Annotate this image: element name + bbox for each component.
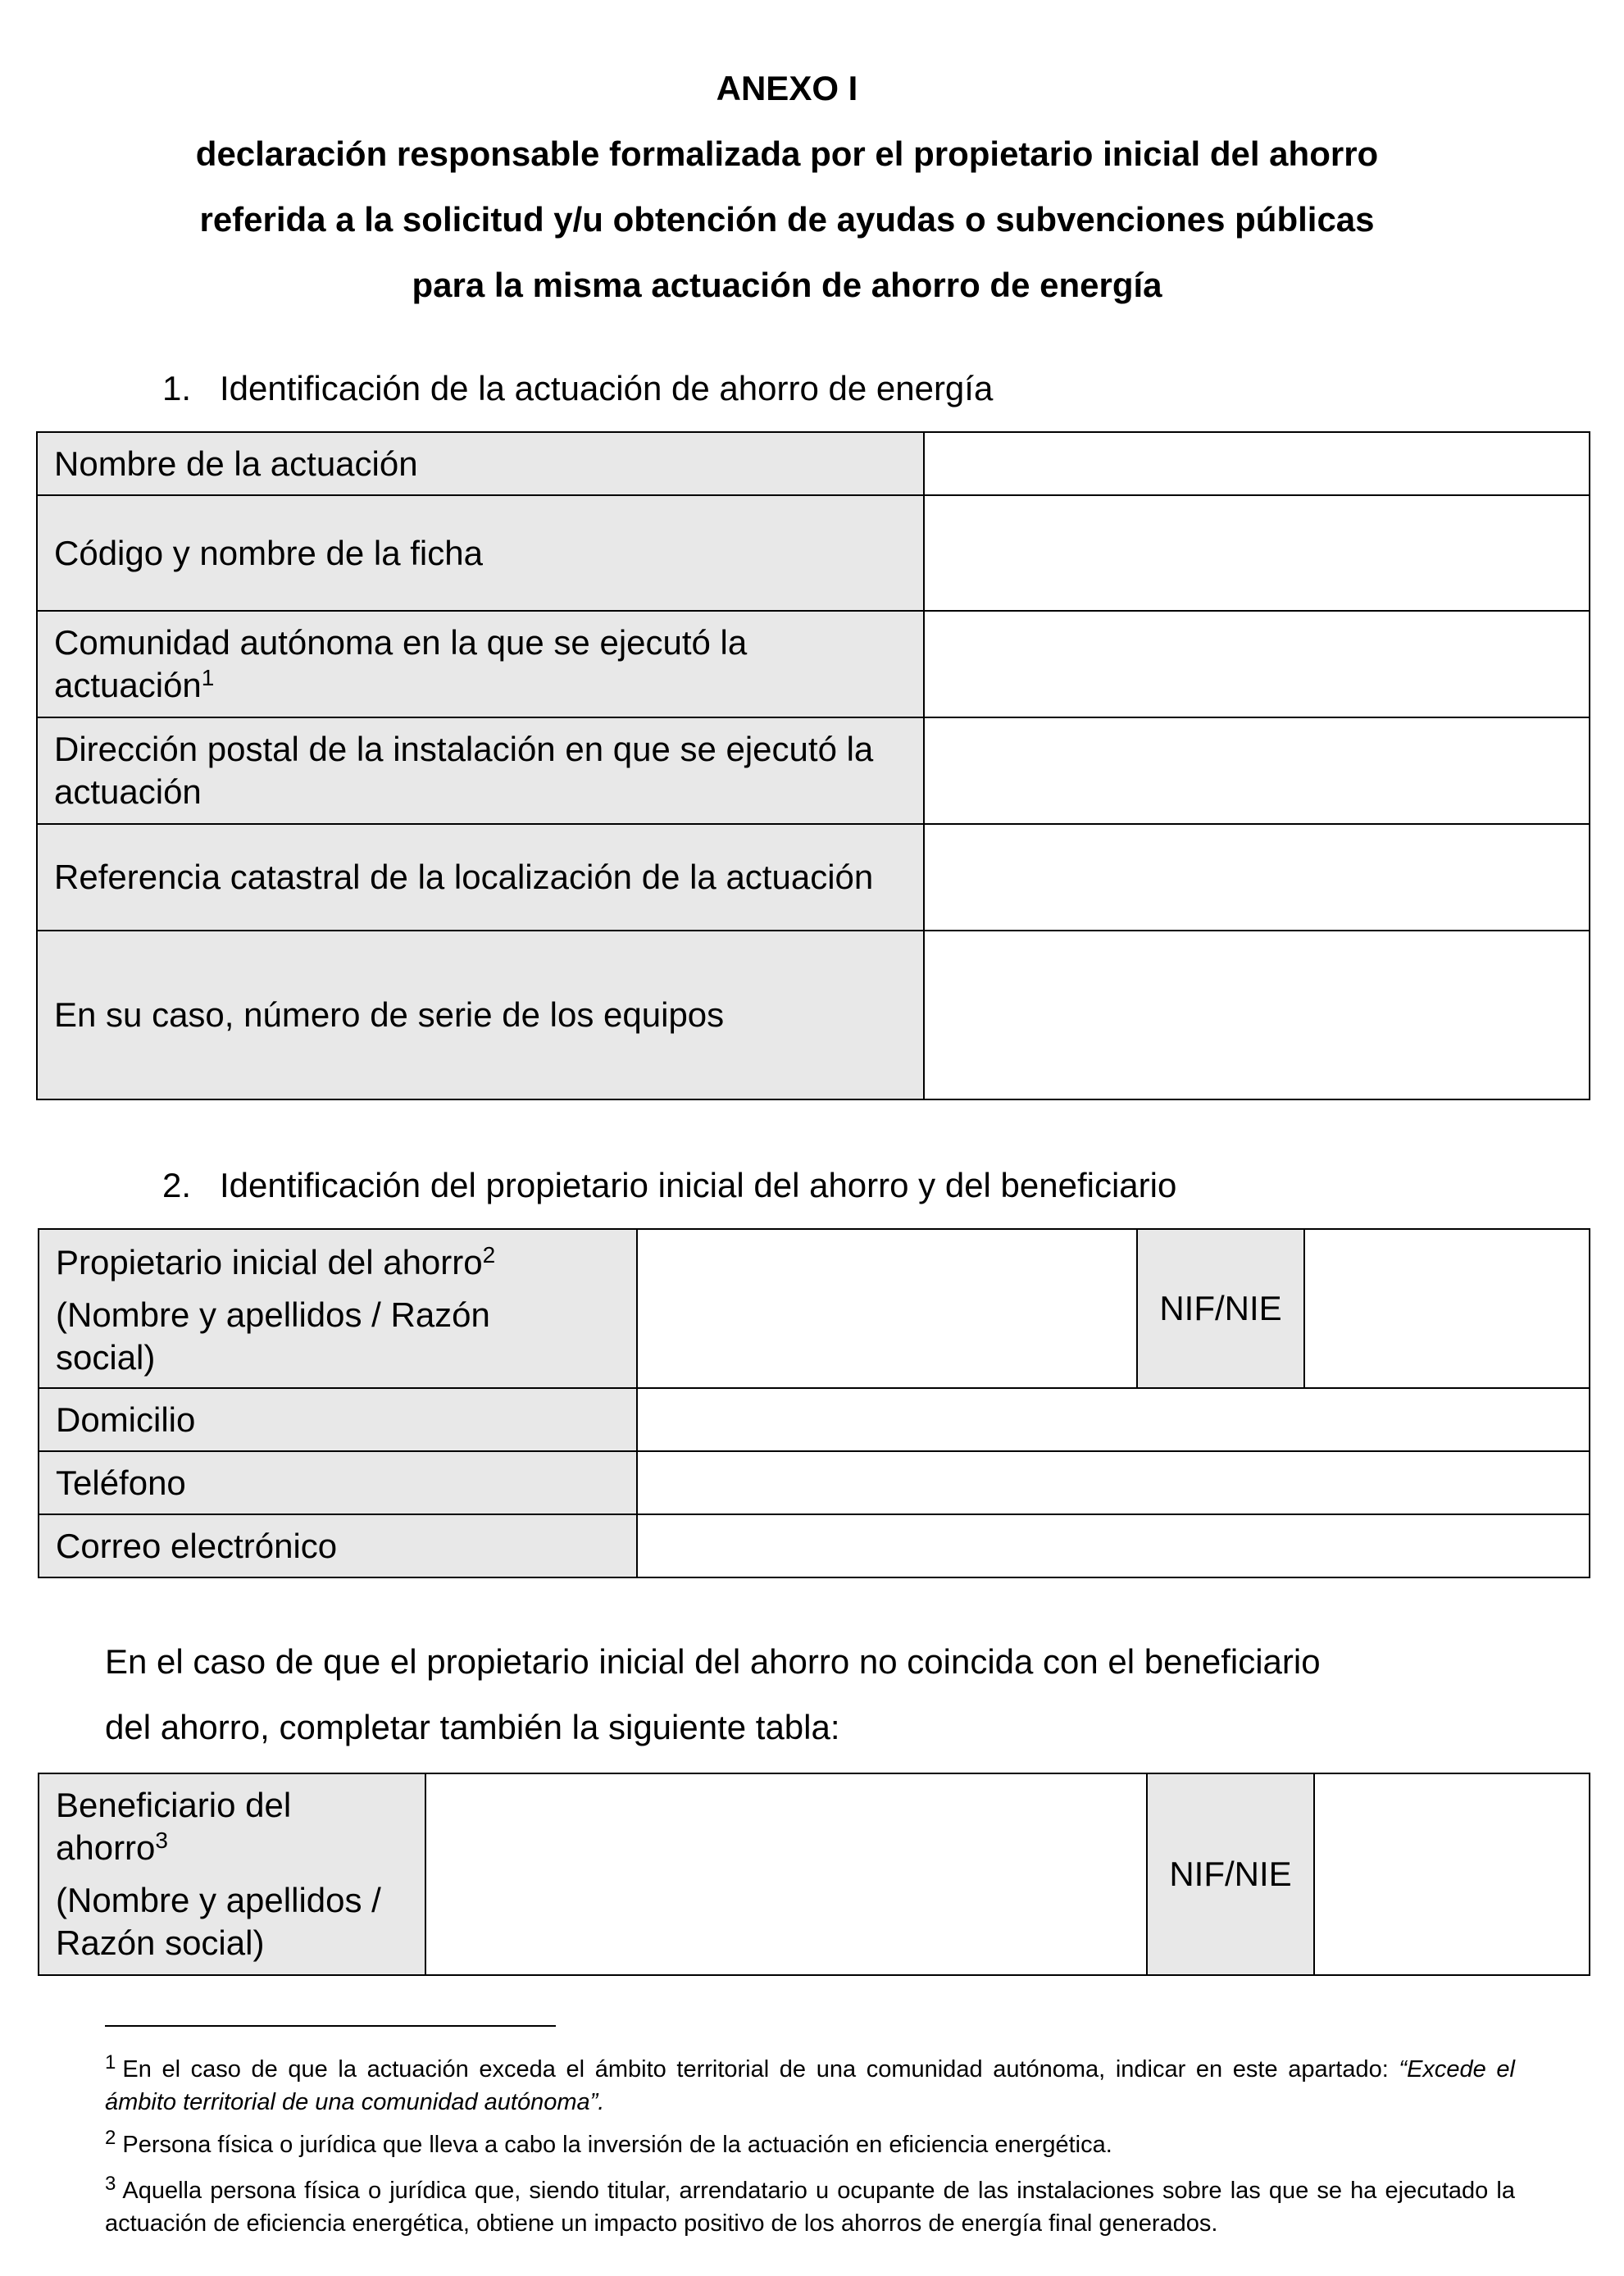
section-1-table	[36, 431, 1590, 1100]
footnote-ref-2: 2	[482, 1242, 496, 1268]
row-label-referencia-catastral: Referencia catastral de la localización de la actuación	[37, 824, 924, 931]
beneficiary-label-line-1: Beneficiario del ahorro	[56, 1786, 292, 1867]
row-label-nombre-actuacion: Nombre de la actuación	[37, 432, 924, 495]
footnote-ref-1: 1	[201, 665, 215, 690]
table-row	[39, 1773, 1590, 1975]
field-beneficiary-name[interactable]	[425, 1773, 1147, 1975]
owner-label-line-1: Propietario inicial del ahorro	[56, 1243, 483, 1281]
footnote-3-text: Aquella persona física o jurídica que, siendo titular, arrendatario u ocupante de las instalaciones sobre las que se ha ejecutado la actuación de eficiencia energética, obtiene un impacto positivo de los ahorros de energía final generados.	[105, 2178, 1515, 2237]
section-1-number: 1.	[162, 369, 192, 407]
footnote-2-text: Persona física o jurídica que lleva a cabo la inversión de la actuación en eficiencia energética.	[122, 2132, 1112, 2158]
field-nombre-actuacion[interactable]	[924, 432, 1590, 495]
footnote-3	[105, 2168, 1515, 2240]
footnote-separator	[105, 2025, 556, 2027]
instruction-line-2: del ahorro, completar también la siguiente tabla:	[105, 1708, 840, 1746]
table-row	[37, 495, 1590, 611]
owner-label	[39, 1229, 637, 1388]
footnote-2-number: 2	[105, 2127, 116, 2149]
table-row	[37, 931, 1590, 1099]
table-row	[37, 611, 1590, 717]
section-1-title: Identificación de la actuación de ahorro de energía	[220, 369, 994, 407]
row-label-comunidad-autonoma	[37, 611, 924, 717]
row-label-telefono: Teléfono	[39, 1451, 637, 1514]
field-owner-name[interactable]	[637, 1229, 1137, 1388]
annex-title: ANEXO I	[716, 69, 858, 107]
section-2-title: Identificación del propietario inicial del ahorro y del beneficiario	[220, 1166, 1177, 1204]
field-telefono[interactable]	[637, 1451, 1590, 1514]
footnote-1	[105, 2046, 1515, 2119]
row-label-direccion-postal: Dirección postal de la instalación en que se ejecutó la actuación	[37, 717, 924, 824]
footnote-1-number: 1	[105, 2051, 116, 2073]
footnote-1-italic: “Excede el ámbito territorial de una comunidad autónoma”.	[105, 2056, 1515, 2115]
beneficiary-nif-label: NIF/NIE	[1147, 1773, 1314, 1975]
row-label-codigo-ficha: Código y nombre de la ficha	[37, 495, 924, 611]
beneficiary-label	[39, 1773, 425, 1975]
beneficiary-label-line-2: (Nombre y apellidos / Razón social)	[56, 1881, 381, 1962]
table-row	[39, 1514, 1590, 1577]
row-label-numero-serie: En su caso, número de serie de los equipos	[37, 931, 924, 1099]
section-1-heading	[162, 369, 993, 408]
table-row	[37, 824, 1590, 931]
beneficiary-table	[38, 1773, 1590, 1976]
footnote-ref-3: 3	[155, 1828, 168, 1853]
field-beneficiary-nif[interactable]	[1314, 1773, 1590, 1975]
field-codigo-ficha[interactable]	[924, 495, 1590, 611]
table-row	[37, 432, 1590, 495]
row-label-correo: Correo electrónico	[39, 1514, 637, 1577]
title-line-2: referida a la solicitud y/u obtención de ayudas o subvenciones públicas	[199, 200, 1375, 239]
table-row	[39, 1229, 1590, 1388]
table-row	[37, 717, 1590, 824]
footnote-1-text: En el caso de que la actuación exceda el ámbito territorial de una comunidad autónoma, indicar en este apartado:	[122, 2056, 1389, 2083]
footnote-3-number: 3	[105, 2173, 116, 2195]
field-referencia-catastral[interactable]	[924, 824, 1590, 931]
field-comunidad-autonoma[interactable]	[924, 611, 1590, 717]
owner-label-line-2: (Nombre y apellidos / Razón social)	[56, 1295, 490, 1377]
table-row	[39, 1451, 1590, 1514]
row-label-domicilio: Domicilio	[39, 1388, 637, 1451]
instruction-line-1: En el caso de que el propietario inicial del ahorro no coincida con el beneficiario	[105, 1642, 1321, 1681]
field-direccion-postal[interactable]	[924, 717, 1590, 824]
field-numero-serie[interactable]	[924, 931, 1590, 1099]
field-domicilio[interactable]	[637, 1388, 1590, 1451]
footnote-2	[105, 2122, 1515, 2161]
field-owner-nif[interactable]	[1304, 1229, 1590, 1388]
title-line-1: declaración responsable formalizada por el propietario inicial del ahorro	[195, 134, 1379, 173]
field-correo[interactable]	[637, 1514, 1590, 1577]
table-row	[39, 1388, 1590, 1451]
row-label-comunidad-autonoma-text: Comunidad autónoma en la que se ejecutó la actuación	[54, 623, 748, 704]
section-2-table	[38, 1228, 1590, 1578]
section-2-heading	[162, 1166, 1176, 1205]
owner-nif-label: NIF/NIE	[1137, 1229, 1304, 1388]
section-2-number: 2.	[162, 1166, 192, 1204]
title-line-3: para la misma actuación de ahorro de energía	[412, 266, 1162, 304]
